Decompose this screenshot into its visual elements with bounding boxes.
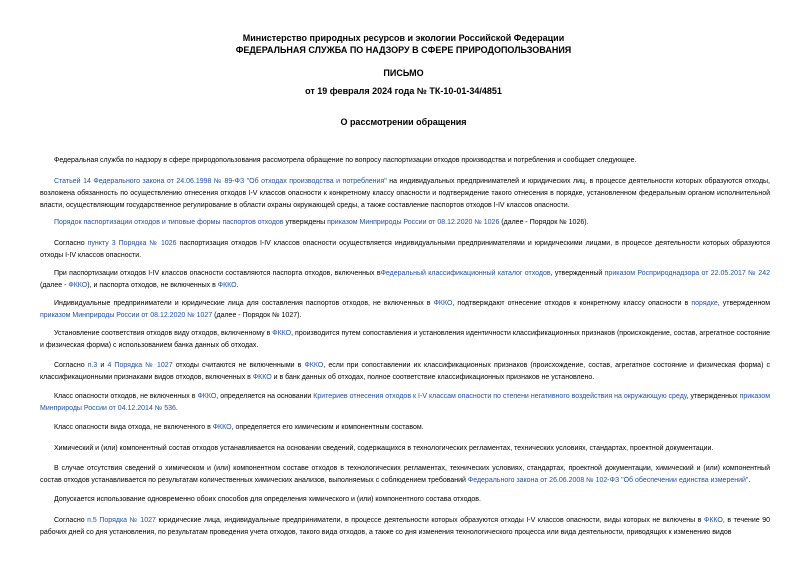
link-point-4-order-1027[interactable]: 4 Порядка № 1027 (107, 362, 173, 369)
paragraph-12: В случае отсутствия сведений о химическом и (или) компонентном составе отходов в технологических регламентах, технических условиях, стандартах, проектной документации, химический и (или) компонентный состав отходов устанавливается по результатам количественных химических анализов, выполняемых с соблюдением требований Федерального закона от 26.06.2008 № 102-ФЗ "Об обеспечении единства измерений". (40, 465, 770, 484)
document-date-number: от 19 февраля 2024 года № ТК-10-01-34/4851 (305, 86, 502, 96)
link-order-1026[interactable]: приказом Минприроды России от 08.12.2020 № 1026 (327, 219, 500, 226)
link-hazard-criteria[interactable]: Критериев отнесения отходов к I-V классам опасности по степени негативного воздействия на окружающую среду (313, 393, 687, 400)
paragraph-4: Согласно пункту 3 Порядка № 1026 паспортизация отходов I-IV классов опасности осуществляется индивидуальными предпринимателями и юридическими лицами, в процессе деятельности которых образуются отходы I-IV классов опасности. (40, 240, 770, 259)
paragraph-13: Допускается использование одновременно обоих способов для определения химического и (или) компонентного состава отходов. (54, 496, 481, 503)
link-fkko[interactable]: ФККО (197, 393, 217, 400)
paragraph-8: Согласно п.3 и 4 Порядка № 1027 отходы считаются не включенными в ФККО, если при сопоставлении их классификационных признаков (происхождение, состав, агрегатное состояние и физическая форма) с классификационными признаками видов отходов, включенных в ФККО и в банк данных об отходах, полное соответствие классификационных признаков не установлено. (40, 362, 770, 381)
link-point-5-order-1027[interactable]: п.5 Порядка № 1027 (87, 517, 156, 524)
link-fkko[interactable]: ФККО (252, 374, 272, 381)
link-order-1027[interactable]: приказом Минприроды России от 08.12.2020 № 1027 (40, 312, 213, 319)
link-order-242[interactable]: приказом Росприроднадзора от 22.05.2017 № 242 (604, 270, 770, 277)
ministry-name: Министерство природных ресурсов и экологии Российской Федерации (242, 33, 565, 43)
paragraph-1: Федеральная служба по надзору в сфере природопользования рассмотрела обращение по вопросу паспортизации отходов производства и потребления и сообщает следующее. (54, 157, 637, 164)
link-law-102fz[interactable]: Федерального закона от 26.06.2008 № 102-ФЗ "Об обеспечении единства измерений" (467, 477, 749, 484)
link-fkko[interactable]: ФККО (272, 330, 292, 337)
link-procedure[interactable]: порядке (691, 300, 718, 307)
paragraph-11: Химический и (или) компонентный состав отходов устанавливается на основании сведений, содержащихся в технологических регламентах, технических условиях, стандартах, проектной документации. (54, 445, 714, 452)
link-passport-procedure[interactable]: Порядок паспортизации отходов и типовые формы паспортов отходов (54, 219, 284, 226)
service-name: ФЕДЕРАЛЬНАЯ СЛУЖБА ПО НАДЗОРУ В СФЕРЕ ПРИРОДОПОЛЬЗОВАНИЯ (235, 45, 572, 55)
paragraph-5: При паспортизации отходов I-IV классов опасности составляются паспорта отходов, включенных вФедеральный классификационный каталог отходов, утвержденный приказом Росприроднадзора от 22.05.2017 № 242 (далее - ФККО), и паспорта отходов, не включенных в ФККО. (40, 270, 770, 289)
link-fkko[interactable]: ФККО (304, 362, 324, 369)
link-fkko-catalog[interactable]: Федеральный классификационный каталог отходов (380, 270, 551, 277)
link-fkko[interactable]: ФККО (433, 300, 453, 307)
link-fkko[interactable]: ФККО (217, 282, 237, 289)
paragraph-3: Порядок паспортизации отходов и типовые формы паспортов отходов утверждены приказом Минприроды России от 08.12.2020 № 1026 (далее - Порядок № 1026). (54, 219, 589, 226)
paragraph-10: Класс опасности вида отхода, не включенного в ФККО, определяется его химическим и компонентным составом. (54, 424, 424, 431)
document-type: ПИСЬМО (383, 68, 424, 78)
link-order-536[interactable]: приказом Минприроды России от 04.12.2014 № 536 (40, 393, 771, 412)
link-fkko[interactable]: ФККО (212, 424, 232, 431)
paragraph-2: Статьей 14 Федерального закона от 24.06.1998 № 89-ФЗ "Об отходах производства и потребления" на индивидуальных предпринимателей и юридических лиц, в процессе деятельности которых образуются отходы, возложена обязанность по осуществлению отнесения отходов I-V классов опасности к конкретному классу опасности и подтверждение такого отнесения в порядке, установленном федеральным органом исполнительной власти, осуществляющим государственное регулирование в области охраны окружающей среды, а также составление паспортов отходов I-IV классов опасности. (40, 178, 770, 209)
paragraph-6: Индивидуальные предприниматели и юридические лица для составления паспортов отходов, не включенных в ФККО, подтверждают отнесение отходов к конкретному классу опасности в порядке, утвержденном приказом Минприроды России от 08.12.2020 № 1027 (далее - Порядок № 1027). (40, 300, 771, 319)
link-fkko[interactable]: ФККО (68, 282, 88, 289)
link-point-3-order-1026[interactable]: пункту 3 Порядка № 1026 (87, 240, 177, 247)
link-law-89fz[interactable]: Статьей 14 Федерального закона от 24.06.1998 № 89-ФЗ "Об отходах производства и потребления" (54, 178, 387, 185)
link-fkko[interactable]: ФККО (704, 517, 723, 524)
link-point-3[interactable]: п.3 (87, 362, 98, 369)
document-subject: О рассмотрении обращения (340, 117, 467, 127)
paragraph-7: Установление соответствия отходов виду отходов, включенному в ФККО, производится путем сопоставления и установления идентичности классификационных признаков (происхождение, состав, агрегатное состояние и физическая форма) с использованием банка данных об отходах. (40, 330, 771, 349)
paragraph-9: Класс опасности отходов, не включенных в ФККО, определяется на основании Критериев отнесения отходов к I-V классам опасности по степени негативного воздействия на окружающую среду, утвержденных приказом Минприроды России от 04.12.2014 № 536. (40, 393, 771, 412)
paragraph-14: Согласно п.5 Порядка № 1027 юридические лица, индивидуальные предприниматели, в процессе деятельности которых образуются отходы I-V классов опасности, виды которых не включены в ФККО, в течение 90 рабочих дней со дня установления, по результатам проведения учета отходов, такого вида отходов, а также со дня изменения технологического процесса или вида деятельности, приводящих к изменению видов (40, 517, 771, 536)
